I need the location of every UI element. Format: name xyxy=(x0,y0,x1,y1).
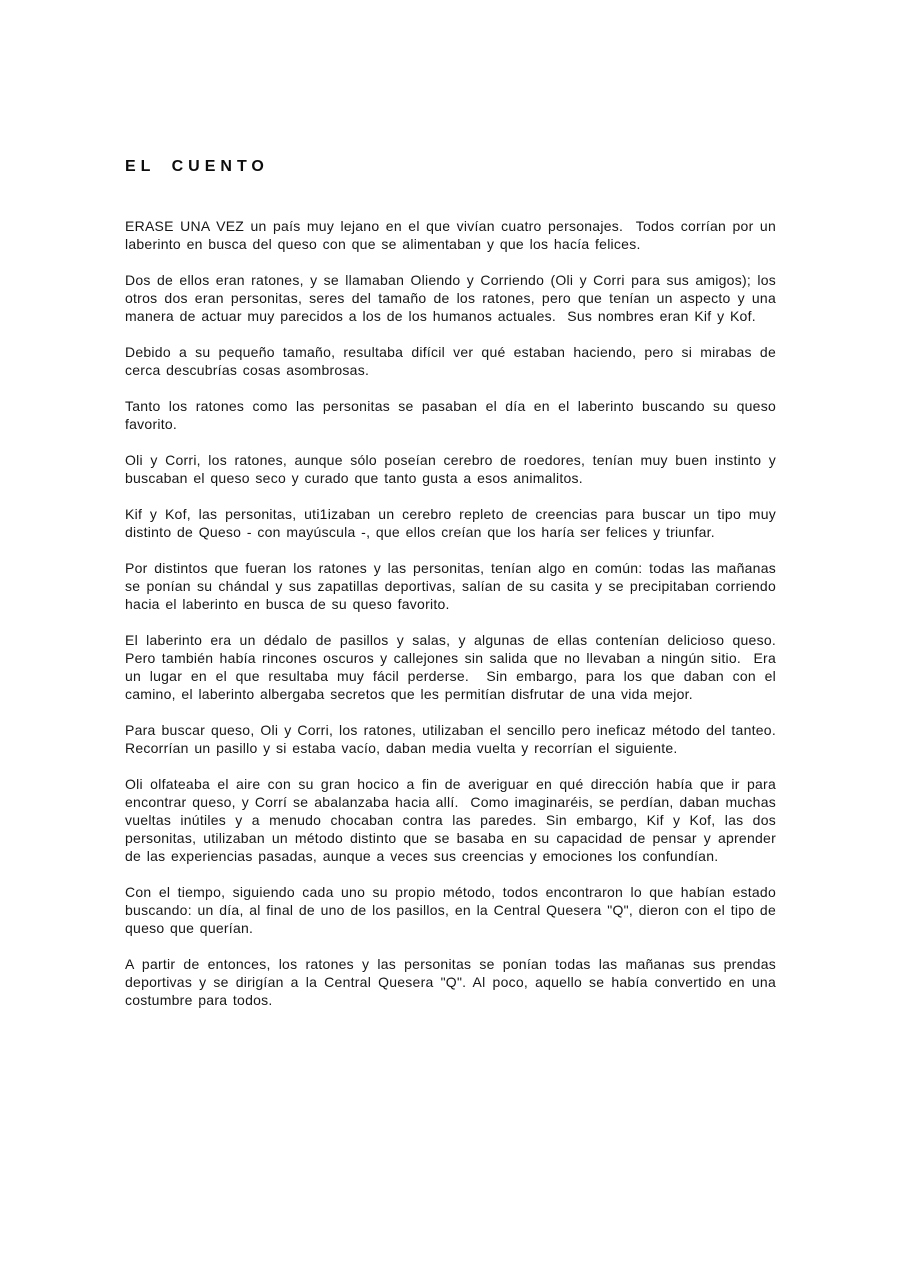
paragraph: Oli olfateaba el aire con su gran hocico a fin de averiguar en qué dirección había que ir para encontrar queso, y Corrí se abalanzaba hacia allí. Como imaginaréis, se perdían, daban muchas vueltas inútiles y a menudo chocaban contra las paredes. Sin embargo, Kif y Kof, las dos personitas, utilizaban un método distinto que se basaba en su capacidad de pensar y aprender de las experiencias pasadas, aunque a veces sus creencias y emociones los confundían. xyxy=(125,776,782,864)
paragraph: Debido a su pequeño tamaño, resultaba difícil ver qué estaban haciendo, pero si mirabas de cerca descubrías cosas asombrosas. xyxy=(125,344,782,378)
paragraph: A partir de entonces, los ratones y las personitas se ponían todas las mañanas sus prendas deportivas y se dirigían a la Central Quesera "Q". Al poco, aquello se había convertido en una costumbre para todos. xyxy=(125,956,782,1008)
paragraph: Con el tiempo, siguiendo cada uno su propio método, todos encontraron lo que habían estado buscando: un día, al final de uno de los pasillos, en la Central Quesera "Q", dieron con el tipo de queso que querían. xyxy=(125,884,782,936)
paragraph: Dos de ellos eran ratones, y se llamaban Oliendo y Corriendo (Oli y Corri para sus amigos); los otros dos eran personitas, seres del tamaño de los ratones, pero que tenían un aspecto y una manera de actuar muy parecidos a los de los humanos actuales. Sus nombres eran Kif y Kof. xyxy=(125,272,782,324)
paragraph: El laberinto era un dédalo de pasillos y salas, y algunas de ellas contenían delicioso queso. Pero también había rincones oscuros y callejones sin salida que no llevaban a ningún sitio. Era un lugar en el que resultaba muy fácil perderse. Sin embargo, para los que daban con el camino, el laberinto albergaba secretos que les permitían disfrutar de una vida mejor. xyxy=(125,632,788,702)
paragraph: ERASE UNA VEZ un país muy lejano en el que vivían cuatro personajes. Todos corrían por un laberinto en busca del queso con que se alimentaban y que los hacía felices. xyxy=(125,218,782,252)
paragraph: Oli y Corri, los ratones, aunque sólo poseían cerebro de roedores, tenían muy buen instinto y buscaban el queso seco y curado que tanto gusta a esos animalitos. xyxy=(125,452,782,486)
document-content xyxy=(125,158,788,1027)
paragraph: Por distintos que fueran los ratones y las personitas, tenían algo en común: todas las mañanas se ponían su chándal y sus zapatillas deportivas, salían de su casita y se precipitaban corriendo hacia el laberinto en busca de su queso favorito. xyxy=(125,560,782,612)
paragraph: Kif y Kof, las personitas, uti1izaban un cerebro repleto de creencias para buscar un tipo muy distinto de Queso - con mayúscula -, que ellos creían que los haría ser felices y triunfar. xyxy=(125,506,782,540)
paragraph: Para buscar queso, Oli y Corri, los ratones, utilizaban el sencillo pero ineficaz método del tanteo. Recorrían un pasillo y si estaba vacío, daban media vuelta y recorrían el siguiente. xyxy=(125,722,788,756)
document-body xyxy=(125,217,788,1009)
page-title: EL CUENTO xyxy=(125,158,269,175)
paragraph: Tanto los ratones como las personitas se pasaban el día en el laberinto buscando su queso favorito. xyxy=(125,398,782,432)
